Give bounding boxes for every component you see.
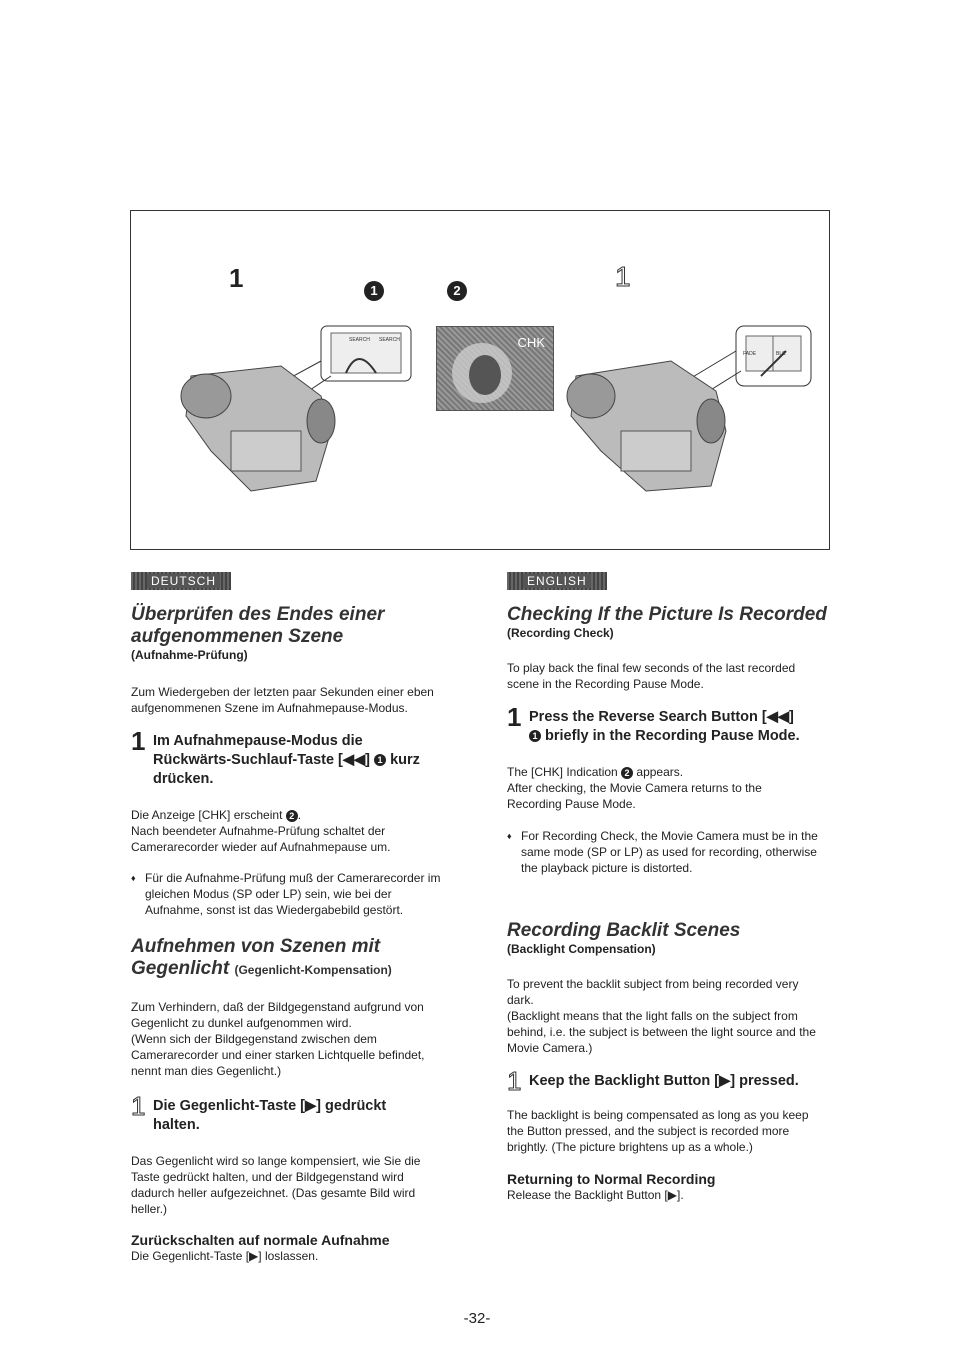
marker-1-icon: 1 [374, 754, 386, 766]
step-number: 1 [131, 1091, 146, 1121]
intro-text: Zum Wiedergeben der letzten paar Sekunden einer eben aufgenommenen Szene im Aufnahmepause-Modus. [131, 685, 434, 715]
after-text-1-content: Die Anzeige [CHK] erscheint [131, 808, 283, 822]
note-text: ♦ For Recording Check, the Movie Camera must be in the same mode (SP or LP) as used for recording, otherwise the playback picture is distorted. [507, 828, 821, 876]
after-text-2: Nach beendeter Aufnahme-Prüfung schaltet der Camerarecorder wieder auf Aufnahmepause um. [131, 824, 391, 854]
section-subtitle: (Recording Check) [507, 626, 614, 640]
page-number: -32- [463, 1310, 491, 1327]
step-number: 1 [507, 1066, 522, 1096]
step-instruction [153, 1097, 471, 1135]
deutsch-section-recording-check [131, 604, 471, 918]
after-text-1: Die Anzeige [CHK] erscheint 2 . [131, 808, 302, 822]
step-line1: Press the Reverse Search Button [◀◀] [529, 709, 794, 725]
after-text-1 [507, 764, 837, 780]
search-button-label-left: SEARCH [349, 337, 370, 343]
figure-step-label-left: 1 [229, 263, 244, 293]
step-line2a: Rückwärts-Suchlauf-Taste [◀◀] [153, 752, 371, 768]
step-instruction [529, 708, 837, 746]
illustration-frame [130, 210, 830, 550]
after-text-1a: The [CHK] Indication [507, 765, 618, 779]
lion-picture [447, 335, 517, 405]
english-section-backlight [507, 920, 837, 1203]
section-subtitle: (Gegenlicht-Kompensation) [234, 963, 392, 977]
section-title-line2: Gegenlicht [131, 958, 230, 979]
figure-marker-2: 2 [447, 281, 467, 301]
language-bar-deutsch [131, 572, 231, 590]
figure-marker-1: 1 [364, 281, 384, 301]
step-line1: Die Gegenlicht-Taste [▶] gedrückt [153, 1098, 387, 1114]
intro-text-2: (Wenn sich der Bildgegenstand zwischen dem Camerarecorder und einer starken Lichtquelle befindet, nennt man dies Gegenlicht.) [131, 1032, 425, 1078]
return-title: Zurückschalten auf normale Aufnahme [131, 1232, 390, 1248]
section-title-line2: aufgenommenen Szene [131, 626, 344, 647]
language-label-english: ENGLISH [523, 574, 591, 588]
step-line1: Im Aufnahmepause-Modus die [153, 733, 363, 749]
section-title [131, 936, 471, 981]
step-block [131, 726, 471, 789]
section-title: Checking If the Picture Is Recorded [507, 604, 827, 625]
chk-indicator: CHK [517, 335, 545, 350]
after-text: The backlight is being compensated as long as you keep the Button pressed, and the subject is recorded more brightly. (The picture brightens up as a whole.) [507, 1108, 809, 1154]
chk-screen-image [436, 326, 554, 411]
step-instruction: Keep the Backlight Button [▶] pressed. [529, 1073, 799, 1089]
english-section-recording-check [507, 604, 837, 876]
fade-button-label: FADE [743, 351, 757, 357]
return-text: Release the Backlight Button [▶]. [507, 1188, 684, 1202]
step-block [131, 1091, 471, 1135]
step-block [507, 702, 837, 746]
step-number: 1 [507, 702, 522, 732]
step-instruction [153, 732, 471, 789]
step-line2b: kurz [390, 752, 420, 768]
return-text: Die Gegenlicht-Taste [▶] loslassen. [131, 1249, 319, 1263]
section-title-line1: Aufnehmen von Szenen mit [131, 936, 381, 957]
return-title: Returning to Normal Recording [507, 1171, 716, 1187]
intro-text-1: To prevent the backlit subject from being recorded very dark. [507, 977, 799, 1007]
note-text: ♦ Für die Aufnahme-Prüfung muß der Camerarecorder im gleichen Modus (SP oder LP) sein, wie bei der Aufnahme, sonst ist das Wiedergabebild gestört. [131, 870, 445, 918]
section-title [131, 604, 471, 648]
intro-text-2: (Backlight means that the light falls on the subject from behind, i.e. the subject is between the light source and the Movie Camera.) [507, 1009, 816, 1055]
section-title-line1: Überprüfen des Endes einer [131, 604, 385, 625]
intro-text: To play back the final few seconds of the last recorded scene in the Recording Pause Mode. [507, 661, 796, 691]
figure-step-label-right: 1 [615, 261, 631, 292]
step-number: 1 [131, 726, 146, 756]
section-subtitle: (Backlight Compensation) [507, 942, 656, 956]
deutsch-section-backlight [131, 936, 471, 1264]
intro-text-1: Zum Verhindern, daß der Bildgegenstand aufgrund von Gegenlicht zu dunkel aufgenommen wird. [131, 1000, 424, 1030]
section-title: Recording Backlit Scenes [507, 920, 741, 941]
step-line2: halten. [153, 1117, 200, 1133]
marker-1-icon: 1 [529, 730, 541, 742]
after-text: Das Gegenlicht wird so lange kompensiert, wie Sie die Taste gedrückt halten, und der Bildgegenstand wird dadurch heller aufgezeichnet. (Das gesamte Bild wird heller.) [131, 1154, 421, 1216]
after-text-1b: appears. [636, 765, 684, 779]
step-line2: briefly in the Recording Pause Mode. [545, 728, 800, 744]
section-subtitle: (Aufnahme-Prüfung) [131, 648, 248, 662]
marker-2-icon: 2 [286, 810, 298, 822]
camcorder-illustration-right [561, 321, 816, 496]
search-button-label-right: SEARCH [379, 337, 400, 343]
step-line3: drücken. [153, 771, 214, 787]
step-block [507, 1066, 837, 1096]
language-bar-english [507, 572, 607, 590]
language-label-deutsch: DEUTSCH [147, 574, 220, 588]
blc-button-label: BLC [776, 351, 786, 357]
camcorder-illustration-left [171, 321, 421, 496]
marker-2-icon: 2 [621, 767, 633, 779]
after-text-2: After checking, the Movie Camera returns to the Recording Pause Mode. [507, 781, 762, 811]
